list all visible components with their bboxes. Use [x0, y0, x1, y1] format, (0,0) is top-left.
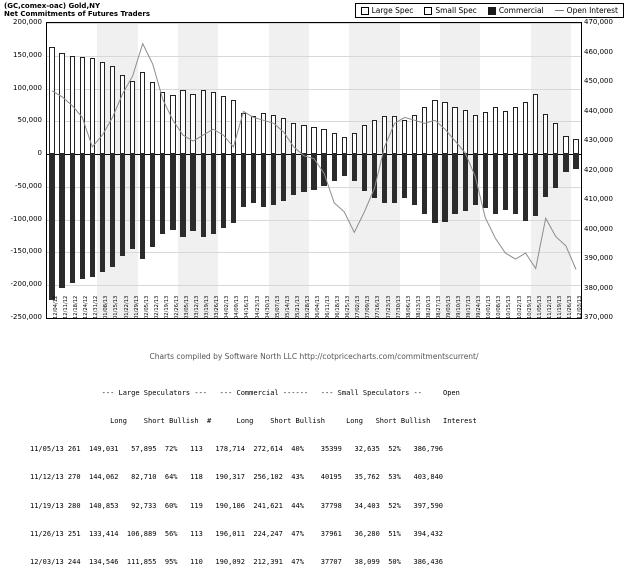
legend-item-commercial[interactable]	[488, 6, 544, 15]
x-axis-tick-label: 07/23/13	[385, 295, 392, 319]
table-column-header: Long Short Bullish # Long Short Bullish Long Short Bullish Interest	[30, 417, 477, 426]
legend-item-large-spec[interactable]	[361, 6, 414, 15]
y2-axis-tick-label: 380,000	[584, 283, 613, 292]
open-square-icon	[361, 7, 369, 15]
x-axis-tick-label: 02/12/13	[153, 295, 160, 319]
x-axis-tick-label: 02/05/13	[143, 295, 150, 319]
x-axis-tick-label: 06/25/13	[345, 295, 352, 319]
x-axis-tick-label: 11/12/13	[546, 295, 553, 319]
x-axis-tick-label: 01/08/13	[103, 295, 110, 319]
x-axis-tick-label: 09/17/13	[466, 295, 473, 319]
x-axis-tick-label: 10/01/13	[486, 295, 493, 319]
x-axis-tick-label: 07/30/13	[395, 295, 402, 319]
y2-axis-tick-label: 410,000	[584, 195, 613, 203]
y2-axis-tick-label: 440,000	[584, 106, 613, 115]
x-axis-tick-label: 05/14/13	[284, 295, 291, 319]
table-row: 11/19/13 280 140,853 92,733 60% 119 190,106 241,621 44% 37798 34,403 52% 397,590	[30, 501, 444, 510]
table-row: 11/05/13 261 149,031 57,895 72% 113 178,714 272,614 40% 35399 32,635 52% 386,796	[30, 445, 444, 454]
filled-square-icon	[488, 7, 496, 15]
x-axis-tick-label: 09/24/13	[476, 295, 483, 319]
y-axis-tick-label: -100,000	[10, 214, 42, 223]
legend-label-commercial: Commercial	[498, 6, 544, 15]
x-axis-tick-label: 08/13/13	[415, 295, 422, 319]
x-axis-tick-label: 09/03/13	[445, 295, 452, 319]
x-axis-tick-label: 03/26/13	[214, 295, 221, 319]
x-axis-tick-label: 12/11/12	[63, 295, 70, 319]
x-axis-tick-label: 05/21/13	[294, 295, 301, 319]
x-axis-tick-label: 08/27/13	[435, 295, 442, 319]
x-axis-tick-label: 06/11/13	[325, 295, 332, 319]
y-axis-tick-label: 150,000	[13, 50, 42, 59]
cot-data-table	[30, 370, 477, 586]
legend-label-large-spec: Large Spec	[371, 6, 414, 15]
y2-axis-tick-label: 420,000	[584, 165, 613, 174]
x-axis-tick-label: 06/04/13	[315, 295, 321, 319]
x-axis-tick-label: 04/02/13	[224, 295, 231, 319]
y2-axis-tick-label: 470,000	[584, 18, 613, 26]
x-axis-tick-label: 10/15/13	[506, 295, 513, 319]
x-axis-tick-label: 10/22/13	[516, 295, 523, 319]
x-axis-tick-label: 03/19/13	[204, 295, 211, 319]
table-row: 12/03/13 244 134,546 111,855 95% 110 190,092 212,391 47% 37707 38,099 50% 386,436	[30, 558, 444, 567]
table-row: 11/12/13 270 144,062 82,710 64% 118 190,317 256,102 43% 40195 35,762 53% 403,840	[30, 473, 444, 482]
chart-legend	[355, 3, 624, 18]
x-axis-tick-label: 01/22/13	[123, 295, 130, 319]
y-axis-tick-label: -200,000	[10, 280, 42, 289]
y-axis-tick-label: 200,000	[13, 18, 42, 26]
y-axis-tick-label: -50,000	[14, 181, 42, 190]
x-axis-tick-label: 02/19/13	[163, 295, 170, 319]
x-axis-tick-label: 06/18/13	[335, 295, 342, 319]
x-axis-tick-label: 10/08/13	[496, 295, 503, 319]
y-axis-tick-label: 100,000	[13, 83, 42, 92]
chart-title-line1: (GC,comex-oac) Gold,NY	[4, 2, 101, 10]
x-axis-tick-label: 03/12/13	[194, 295, 201, 319]
x-axis-tick-label: 08/06/13	[405, 295, 412, 319]
y2-axis-tick-label: 450,000	[584, 77, 613, 85]
x-axis-tick-label: 05/07/13	[274, 295, 281, 319]
chart-credit: Charts compiled by Software North LLC http://cotpricecharts.com/commitmentscurrent/	[149, 352, 479, 361]
x-axis-tick-label: 12/18/12	[73, 295, 80, 319]
legend-label-open-interest: Open Interest	[566, 6, 618, 15]
x-axis-tick-label: 03/05/13	[184, 295, 191, 319]
x-axis-tick-label: 05/28/13	[304, 295, 311, 319]
x-axis-tick-label: 12/03/13	[576, 295, 583, 319]
x-axis-tick-label: 07/02/13	[355, 295, 362, 319]
table-group-header: --- Large Speculators --- --- Commercial ------ --- Small Speculators -- Open	[30, 388, 460, 397]
x-axis-tick-label: 12/24/12	[83, 295, 90, 319]
plot-area	[46, 22, 582, 319]
open-square-icon	[424, 7, 432, 15]
x-axis-tick-label: 01/15/13	[113, 295, 120, 319]
y2-axis-tick-label: 370,000	[584, 313, 613, 321]
y2-axis-tick-label: 430,000	[584, 136, 613, 144]
x-axis-tick-label: 08/20/13	[425, 295, 432, 319]
x-axis-tick-label: 11/05/13	[536, 295, 543, 319]
chart-title-line2: Net Commitments of Futures Traders	[4, 10, 151, 18]
open-interest-line	[47, 23, 581, 318]
x-axis-tick-label: 12/31/12	[93, 295, 100, 319]
x-axis-tick-label: 09/10/13	[456, 295, 463, 319]
y-axis-tick-label: -250,000	[10, 313, 42, 321]
x-axis-tick-label: 11/26/13	[566, 295, 573, 319]
x-axis-tick-label: 01/29/13	[133, 295, 140, 319]
y2-axis-tick-label: 390,000	[584, 254, 613, 262]
y-axis-tick-label: 50,000	[17, 116, 42, 125]
x-axis-tick-label: 04/16/13	[244, 295, 251, 319]
x-axis-tick-label: 07/09/13	[365, 295, 372, 319]
legend-item-open-interest[interactable]	[555, 6, 618, 15]
x-axis-tick-label: 04/09/13	[234, 295, 241, 319]
x-axis-tick-label: 12/04/12	[53, 295, 60, 319]
y2-axis-tick-label: 400,000	[584, 224, 613, 233]
x-axis-tick-label: 04/23/13	[254, 295, 261, 319]
x-axis-tick-label: 11/19/13	[556, 295, 563, 319]
y-axis-tick-label: 0	[37, 149, 42, 158]
table-row: 11/26/13 251 133,414 106,889 56% 113 196,011 224,247 47% 37961 36,280 51% 394,432	[30, 529, 444, 538]
y2-axis-tick-label: 460,000	[584, 47, 613, 56]
y-axis-tick-label: -150,000	[10, 247, 42, 256]
x-axis-tick-label: 04/30/13	[264, 295, 271, 319]
legend-item-small-spec[interactable]	[424, 6, 476, 15]
legend-label-small-spec: Small Spec	[435, 6, 477, 15]
line-icon	[555, 10, 564, 11]
x-axis-tick-label: 02/26/13	[173, 295, 180, 319]
x-axis-tick-label: 07/16/13	[375, 295, 382, 319]
x-axis-tick-label: 10/29/13	[526, 295, 533, 319]
